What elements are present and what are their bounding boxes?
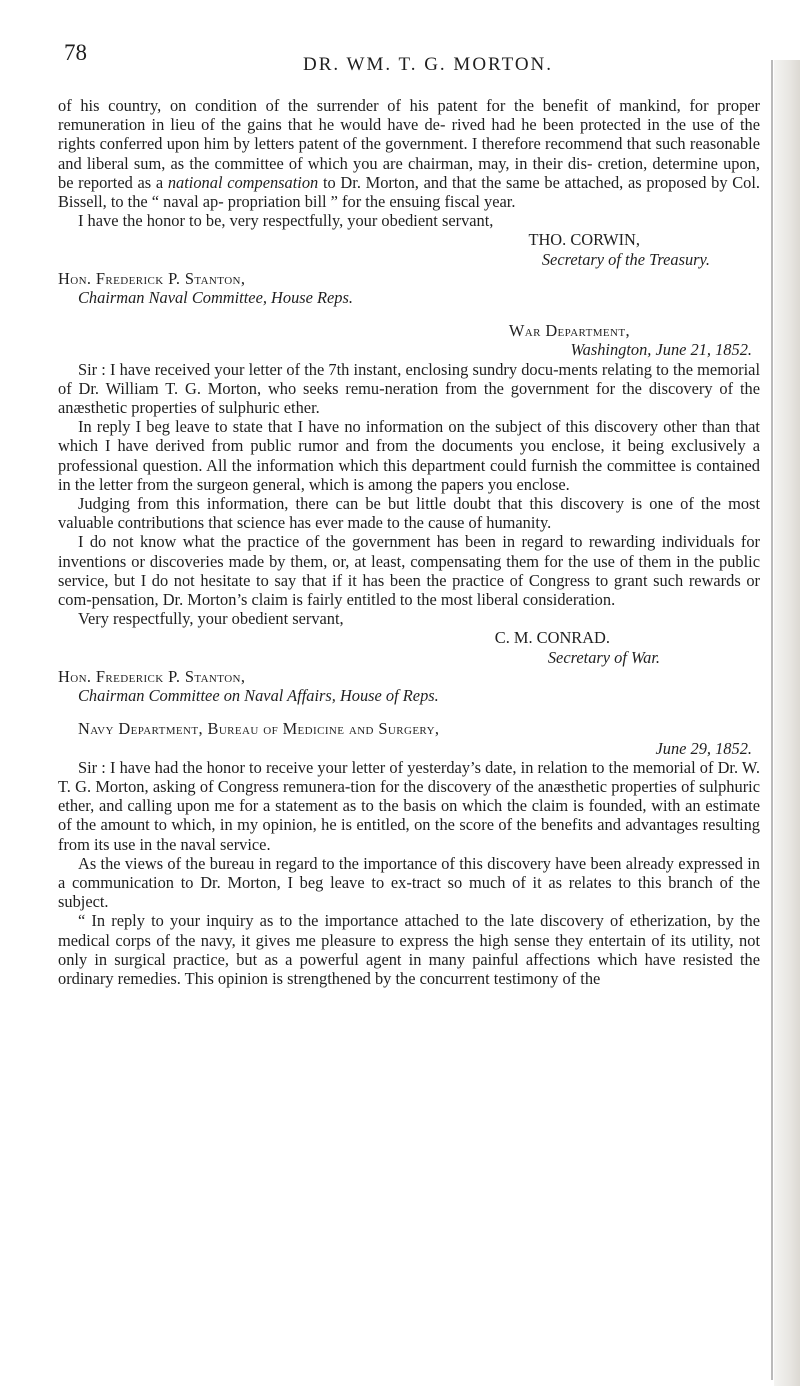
text-line: to Dr. Morton, (322, 172, 419, 192)
addressee-name: Hon. Frederick P. Stanton, (58, 666, 246, 686)
signer-title: Secretary of War. (547, 647, 660, 667)
gutter-shadow (771, 60, 773, 1380)
running-head: DR. WM. T. G. MORTON. (302, 54, 554, 75)
signer-name: THO. CORWIN, (528, 230, 640, 250)
paragraph: As the views of the bureau in regard to the importance of this discovery have been already expressed in a communication to Dr. Morton, I beg leave to ex-tract so much of it as relates to this branch of the subject. (58, 853, 760, 912)
signer-title: Secretary of the Treasury. (541, 249, 710, 269)
text-line: mankind, for proper remuneration in lieu of the gains that he would have de- (58, 96, 760, 135)
closing-line: Very respectfully, your obedient servant, (78, 609, 344, 629)
paragraph: Judging from this information, there can be but little doubt that this discovery is one of the most valuable contributions that science has ever made to the cause of humanity. (58, 494, 760, 533)
date-line: June 29, 1852. (655, 738, 752, 758)
text-line: rived had he been protected in the use of the rights conferred upon him by (58, 115, 760, 154)
paragraph: I do not know what the practice of the government has been in regard to rewarding individuals for inventions or discoveries made by them, or, at least, compensating them for the use of them in the public service, but I do not hesitate to say that if it has been the practice of Congress to grant such rewards or com-pensation, Dr. Morton’s claim is fairly entitled to the most liberal consideration. (58, 532, 760, 610)
paragraph: In reply I beg leave to state that I have no information on the subject of this discovery other than that which I have derived from public rumor and from the documents you enclose, it being exclusively a professional question. All the information which this department could furnish the committee is contained in the letter from the surgeon general, which is among the papers you enclose. (58, 417, 760, 494)
paragraph: Sir : I have received your letter of the 7th instant, enclosing sundry docu-ments relating to the memorial of Dr. William T. G. Morton, who seeks remu-neration from the government for the discovery of the anæsthetic properties of sulphuric ether. (58, 359, 760, 418)
facing-page-edge (774, 60, 800, 1386)
text-line: and that the same be attached, as proposed by Col. Bissell, to the “ naval ap- (58, 172, 760, 212)
signer-name: C. M. CONRAD. (494, 628, 610, 648)
page-body (58, 96, 760, 988)
text-line: and liberal sum, as the committee of which you are chairman, may, in their dis- (58, 153, 593, 173)
text-line: propriation bill ” for the ensuing fiscal year. (227, 192, 516, 212)
text-line: cretion, determine upon, be reported as a (58, 153, 760, 192)
page-number: 78 (64, 40, 87, 65)
addressee-title: Chairman Committee on Naval Affairs, House of Reps. (78, 686, 439, 706)
department-heading: Navy Department, Bureau of Medicine and Surgery, (78, 719, 440, 739)
place-date: Washington, June 21, 1852. (570, 340, 752, 360)
paragraph: Sir : I have had the honor to receive your letter of yesterday’s date, in relation to the memorial of Dr. W. T. G. Morton, asking of Congress remunera-tion for the discovery of the anæsthetic properties of sulphuric ether, and calling upon me for a statement as to the basis on which the claim is founded, with an estimate of the amount to which, in my opinion, he is entitled, on the score of the benefits and advantages resulting from its use in the naval service. (58, 757, 760, 854)
letter-corwin-body (58, 96, 760, 211)
emphasis-national-compensation: national compensation (167, 172, 319, 192)
closing-line: I have the honor to be, very respectfully, your obedient servant, (78, 211, 494, 231)
addressee-name: Hon. Frederick P. Stanton, (58, 268, 246, 288)
text-line: letters patent of the government. I therefore recommend that such reasonable (254, 134, 760, 154)
addressee-title: Chairman Naval Committee, House Reps. (78, 288, 353, 308)
text-line: of his country, on condition of the surrender of his patent for the benefit of (58, 96, 611, 115)
paragraph: “ In reply to your inquiry as to the importance attached to the late discovery of etherization, by the medical corps of the navy, it gives me pleasure to express the high sense they entertain of its utility, not only in surgical practice, but as a powerful agent in many painful affections which have resisted the ordinary remedies. This opinion is strengthened by the concurrent testimony of the (58, 911, 760, 988)
department-heading: War Department, (508, 321, 630, 341)
